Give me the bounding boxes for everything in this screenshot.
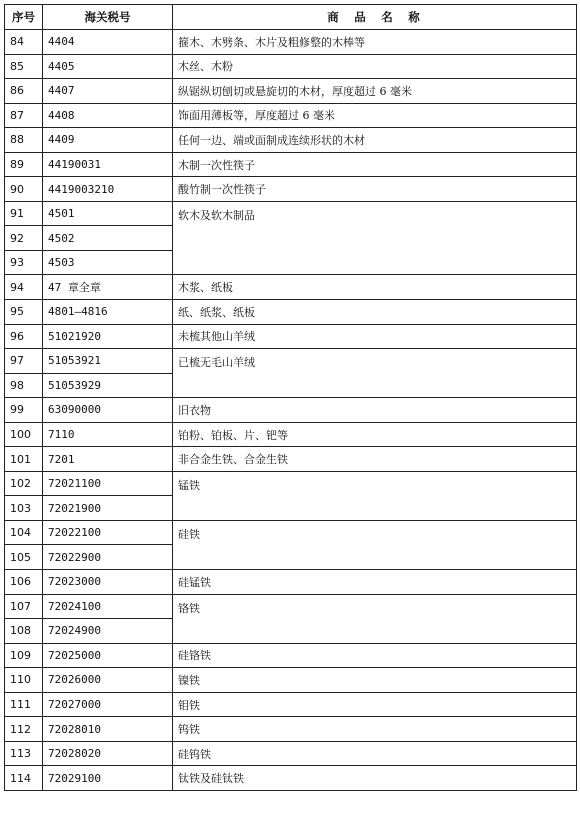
- customs-code-cell: 72028020: [43, 741, 173, 766]
- commodity-name-cell: 木丝、木粉: [173, 54, 577, 79]
- serial-number-cell: 96: [5, 324, 43, 349]
- customs-code-cell: 4404: [43, 30, 173, 55]
- commodity-name-cell: 硅铁: [173, 520, 577, 569]
- serial-number-cell: 110: [5, 668, 43, 693]
- customs-code-cell: 4502: [43, 226, 173, 251]
- customs-code-cell: 72023000: [43, 570, 173, 595]
- customs-code-cell: 72026000: [43, 668, 173, 693]
- serial-number-cell: 98: [5, 373, 43, 398]
- customs-code-cell: 72024900: [43, 619, 173, 644]
- customs-code-cell: 44190031: [43, 152, 173, 177]
- customs-code-cell: 63090000: [43, 398, 173, 423]
- commodity-name-cell: 铂粉、铂板、片、钯等: [173, 422, 577, 447]
- serial-number-cell: 111: [5, 692, 43, 717]
- table-row: [5, 668, 577, 693]
- commodity-name-cell: 硅锰铁: [173, 570, 577, 595]
- customs-code-cell: 72027000: [43, 692, 173, 717]
- table-row: [5, 398, 577, 423]
- customs-code-cell: 4419003210: [43, 177, 173, 202]
- table-row: [5, 54, 577, 79]
- table-row: [5, 349, 577, 374]
- customs-code-cell: 7201: [43, 447, 173, 472]
- table-row: [5, 447, 577, 472]
- table-row: [5, 422, 577, 447]
- commodity-name-cell: 硅钨铁: [173, 741, 577, 766]
- table-row: [5, 594, 577, 619]
- table-body: [5, 30, 577, 791]
- customs-code-cell: 4407: [43, 79, 173, 104]
- commodity-name-cell: 非合金生铁、合金生铁: [173, 447, 577, 472]
- serial-number-cell: 101: [5, 447, 43, 472]
- table-row: [5, 570, 577, 595]
- serial-number-cell: 91: [5, 201, 43, 226]
- customs-code-cell: 4503: [43, 250, 173, 275]
- customs-code-cell: 72029100: [43, 766, 173, 791]
- commodity-name-cell: 纸、纸浆、纸板: [173, 300, 577, 325]
- serial-number-cell: 94: [5, 275, 43, 300]
- commodity-name-cell: 硅铬铁: [173, 643, 577, 668]
- table-row: [5, 717, 577, 742]
- header-serial-number: 序号: [5, 5, 43, 30]
- serial-number-cell: 108: [5, 619, 43, 644]
- customs-code-cell: 72021100: [43, 471, 173, 496]
- serial-number-cell: 103: [5, 496, 43, 521]
- table-row: [5, 275, 577, 300]
- customs-code-cell: 72024100: [43, 594, 173, 619]
- serial-number-cell: 95: [5, 300, 43, 325]
- commodity-name-cell: 纵锯纵切刨切或悬旋切的木材，厚度超过 6 毫米: [173, 79, 577, 104]
- commodity-name-cell: 未梳其他山羊绒: [173, 324, 577, 349]
- customs-code-cell: 4801—4816: [43, 300, 173, 325]
- table-row: [5, 201, 577, 226]
- serial-number-cell: 93: [5, 250, 43, 275]
- customs-code-cell: 51053921: [43, 349, 173, 374]
- customs-code-cell: 47 章全章: [43, 275, 173, 300]
- serial-number-cell: 102: [5, 471, 43, 496]
- serial-number-cell: 107: [5, 594, 43, 619]
- table-row: [5, 741, 577, 766]
- serial-number-cell: 89: [5, 152, 43, 177]
- commodity-name-cell: 饰面用薄板等，厚度超过 6 毫米: [173, 103, 577, 128]
- table-row: [5, 471, 577, 496]
- customs-code-cell: 4405: [43, 54, 173, 79]
- table-row: [5, 79, 577, 104]
- customs-code-cell: 72022100: [43, 520, 173, 545]
- serial-number-cell: 90: [5, 177, 43, 202]
- table-row: [5, 177, 577, 202]
- serial-number-cell: 104: [5, 520, 43, 545]
- table-row: [5, 643, 577, 668]
- commodity-table: [4, 4, 577, 791]
- commodity-name-cell: 木制一次性筷子: [173, 152, 577, 177]
- customs-code-cell: 72025000: [43, 643, 173, 668]
- serial-number-cell: 92: [5, 226, 43, 251]
- commodity-name-cell: 铬铁: [173, 594, 577, 643]
- customs-code-cell: 72021900: [43, 496, 173, 521]
- serial-number-cell: 88: [5, 128, 43, 153]
- customs-code-cell: 4408: [43, 103, 173, 128]
- table-row: [5, 128, 577, 153]
- serial-number-cell: 109: [5, 643, 43, 668]
- commodity-name-cell: 酸竹制一次性筷子: [173, 177, 577, 202]
- commodity-name-cell: 旧衣物: [173, 398, 577, 423]
- serial-number-cell: 86: [5, 79, 43, 104]
- customs-code-cell: 4409: [43, 128, 173, 153]
- customs-code-cell: 7110: [43, 422, 173, 447]
- commodity-name-cell: 任何一边、端或面制成连续形状的木材: [173, 128, 577, 153]
- table-row: [5, 324, 577, 349]
- serial-number-cell: 99: [5, 398, 43, 423]
- serial-number-cell: 105: [5, 545, 43, 570]
- commodity-name-cell: 镍铁: [173, 668, 577, 693]
- serial-number-cell: 113: [5, 741, 43, 766]
- customs-code-cell: 4501: [43, 201, 173, 226]
- serial-number-cell: 106: [5, 570, 43, 595]
- serial-number-cell: 84: [5, 30, 43, 55]
- table-row: [5, 520, 577, 545]
- commodity-name-cell: 钛铁及硅钛铁: [173, 766, 577, 791]
- table-header-row: [5, 5, 577, 30]
- commodity-name-cell: 箍木、木劈条、木片及粗修整的木棒等: [173, 30, 577, 55]
- table-row: [5, 766, 577, 791]
- serial-number-cell: 100: [5, 422, 43, 447]
- table-row: [5, 300, 577, 325]
- header-customs-code: 海关税号: [43, 5, 173, 30]
- serial-number-cell: 85: [5, 54, 43, 79]
- serial-number-cell: 114: [5, 766, 43, 791]
- customs-code-cell: 51053929: [43, 373, 173, 398]
- customs-code-cell: 51021920: [43, 324, 173, 349]
- commodity-name-cell: 钨铁: [173, 717, 577, 742]
- customs-code-cell: 72028010: [43, 717, 173, 742]
- table-row: [5, 30, 577, 55]
- commodity-name-cell: 锰铁: [173, 471, 577, 520]
- serial-number-cell: 112: [5, 717, 43, 742]
- commodity-name-cell: 已梳无毛山羊绒: [173, 349, 577, 398]
- header-commodity-name: 商 品 名 称: [173, 5, 577, 30]
- table-row: [5, 692, 577, 717]
- serial-number-cell: 97: [5, 349, 43, 374]
- serial-number-cell: 87: [5, 103, 43, 128]
- commodity-name-cell: 木浆、纸板: [173, 275, 577, 300]
- customs-code-cell: 72022900: [43, 545, 173, 570]
- commodity-name-cell: 软木及软木制品: [173, 201, 577, 275]
- commodity-name-cell: 钼铁: [173, 692, 577, 717]
- table-row: [5, 152, 577, 177]
- table-row: [5, 103, 577, 128]
